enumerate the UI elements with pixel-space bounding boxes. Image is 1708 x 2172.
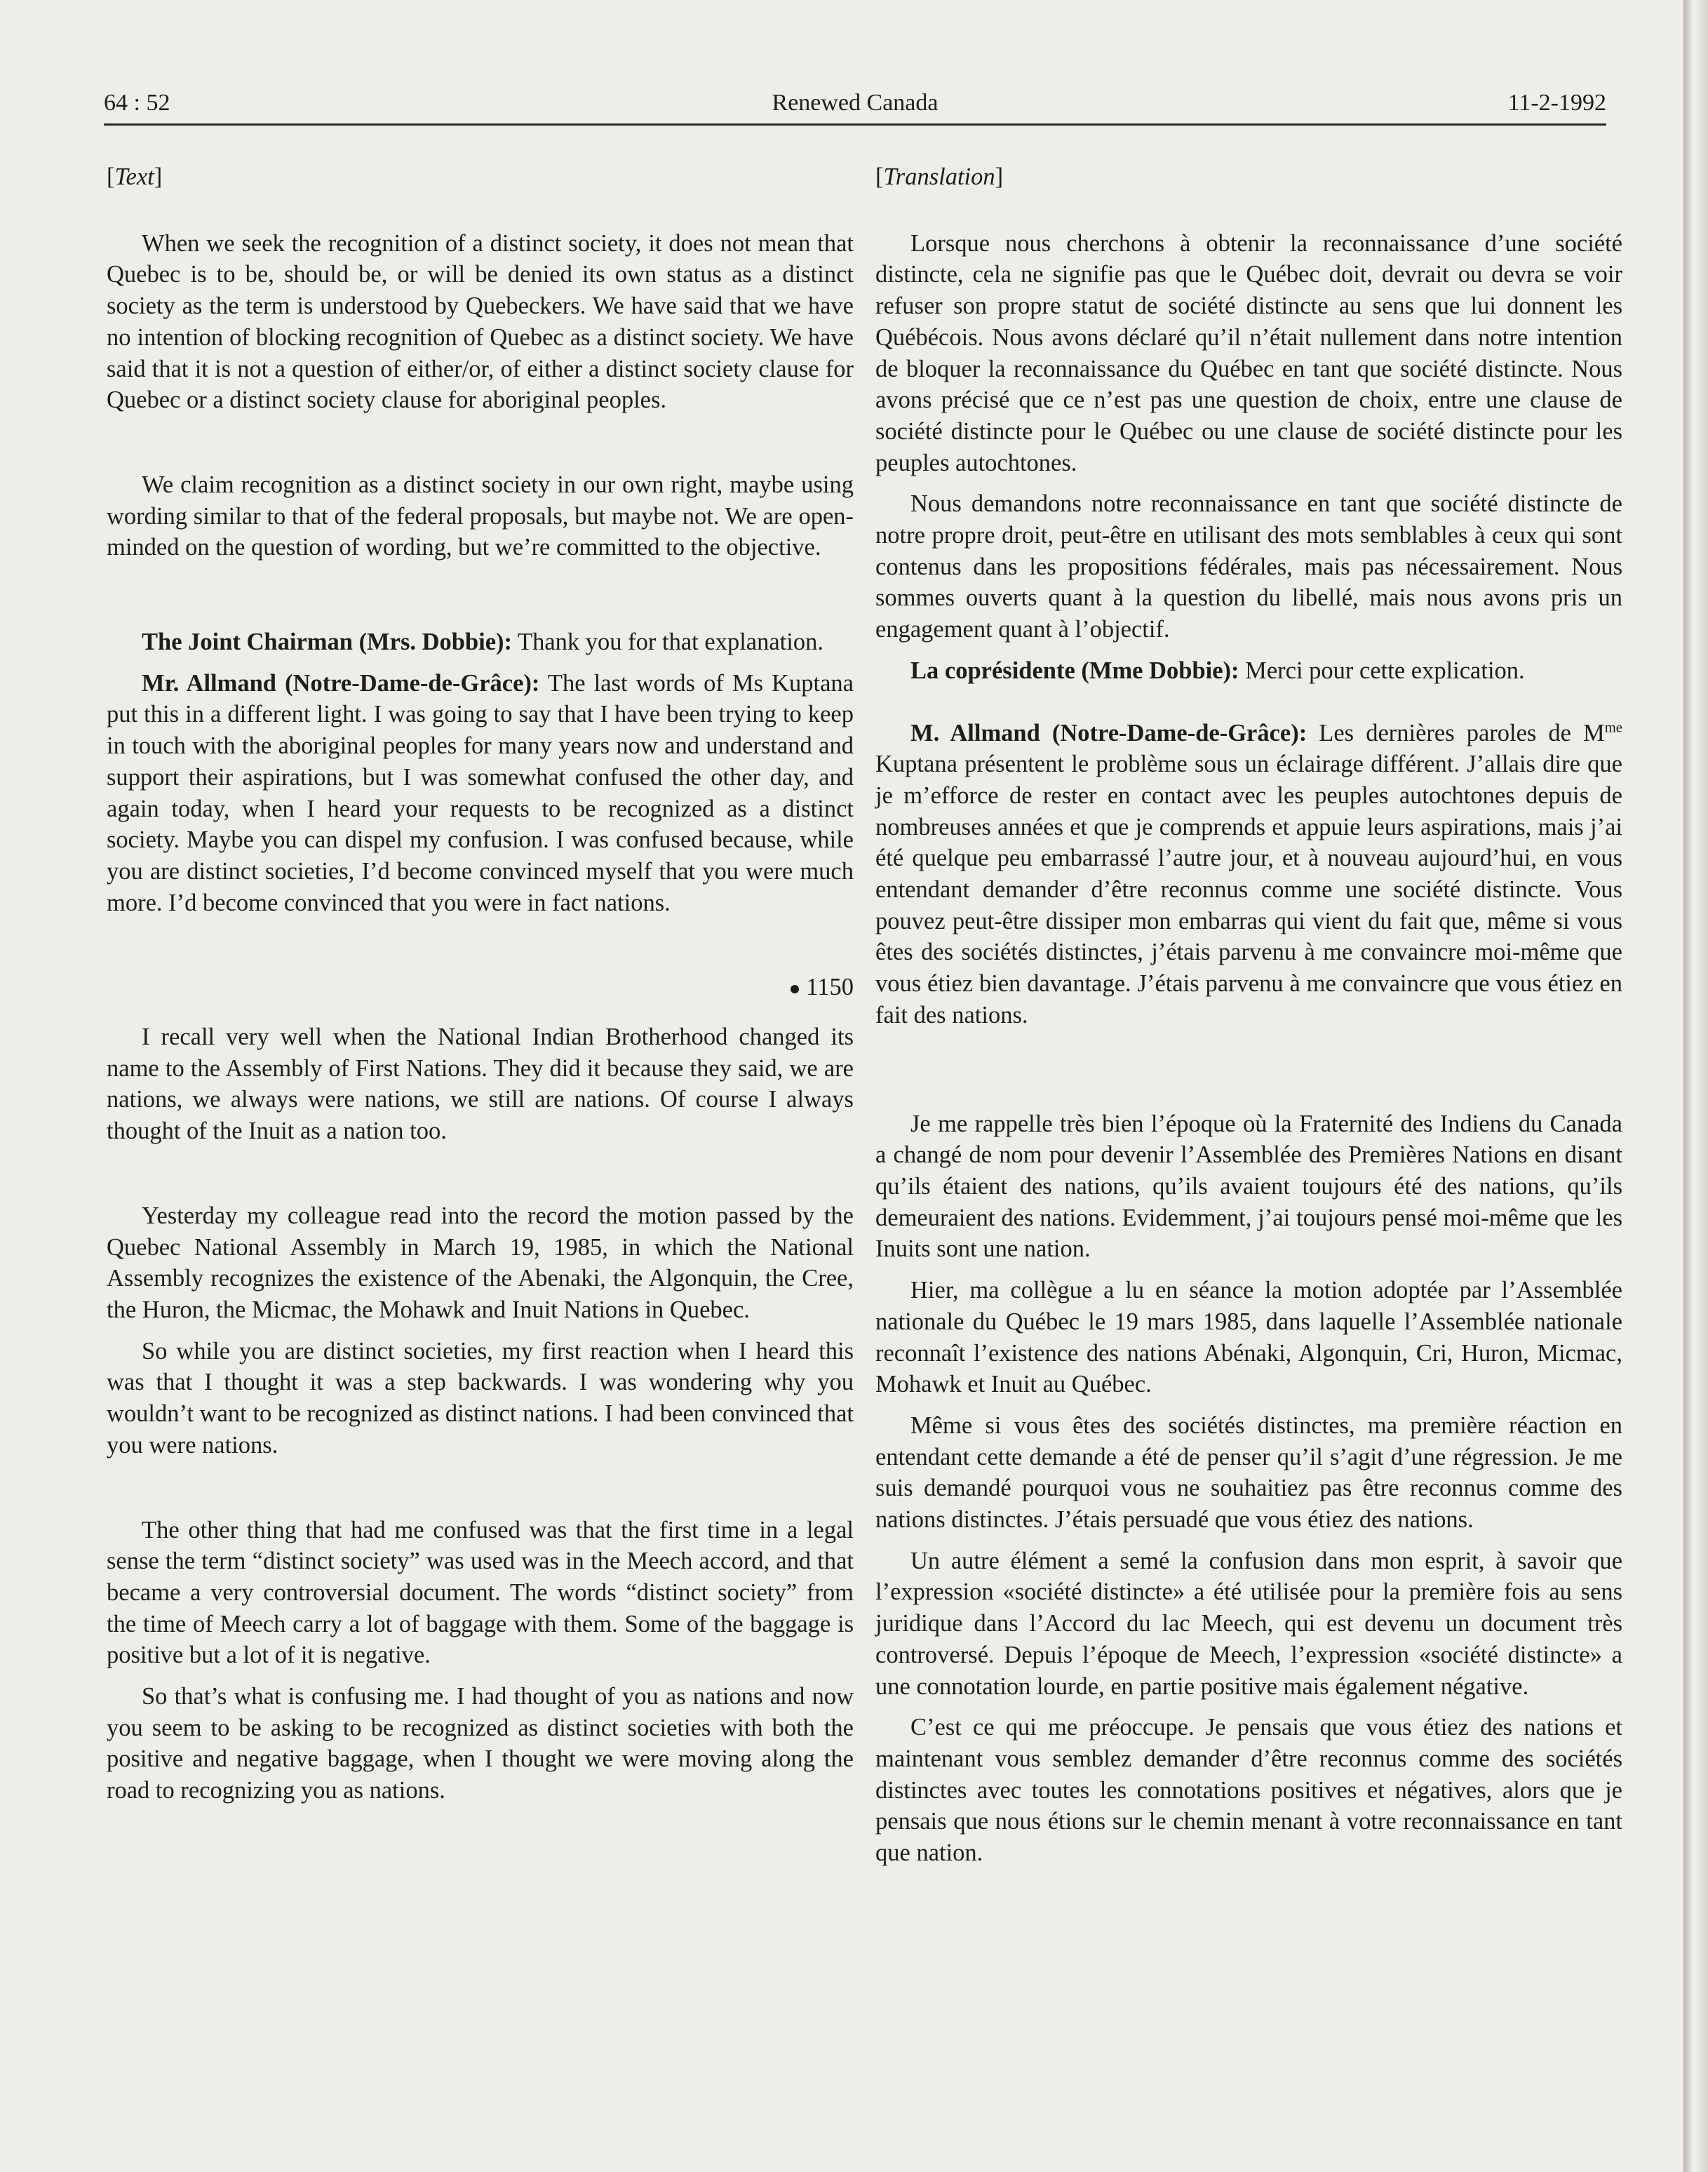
page-number: 64 : 52 xyxy=(104,90,170,116)
publication-date: 11-2-1992 xyxy=(1507,90,1606,116)
speaker-paragraph xyxy=(107,668,854,919)
bullet-icon xyxy=(791,985,799,993)
paragraph: I recall very well when the National Indian Brotherhood changed its name to the Assembly of First Nations. They did it because they said, we are nations, we always were nations, we still are nations. Of course I always thought of the Inuit as a nation too. xyxy=(107,1024,854,1145)
page-binding-edge xyxy=(1683,0,1708,2172)
publication-title: Renewed Canada xyxy=(772,90,939,116)
paragraph: The other thing that had me confused was that the first time in a legal sense the term “distinct society” was used was in the Meech accord, and that became a very controversial document. The words “distinct society” from the time of Meech carry a lot of baggage with them. Some of the baggage is positive but a lot of it is negative. xyxy=(107,1516,854,1669)
superscript: me xyxy=(1604,720,1622,736)
column-heading-translation: [Translation] xyxy=(875,163,1004,190)
running-header xyxy=(104,83,1606,125)
paragraph: Nous demandons notre reconnaissance en tant que société distincte de notre propre droit, peut-être en utilisant des mots semblables à ceux qui sont contenus dans les propositions fédérales, mais pas nécessairement. Nous sommes ouverts quant à la question du libellé, mais nous avons pris un engagement quant à l’objectif. xyxy=(875,490,1622,643)
paragraph: Hier, ma collègue a lu en séance la motion adoptée par l’Assemblée nationale du Québec le 19 mars 1985, dans laquelle l’Assemblée nationale reconnaît l’existence des nations Abénaki, Algonquin, Cri, Huron, Micmac, Mohawk et Inuit au Québec. xyxy=(875,1277,1622,1398)
speaker-name: M. Allmand (Notre-Dame-de-Grâce): xyxy=(910,719,1307,746)
paragraph: C’est ce qui me préoccupe. Je pensais que vous étiez des nations et maintenant vous semblez demander d’être reconnus comme des sociétés distinctes avec toutes les connotations positives et négatives, alors que je pensais que nous étions sur le chemin menant à votre reconnaissance en tant que nation. xyxy=(875,1714,1622,1867)
paragraph: Yesterday my colleague read into the record the motion passed by the Quebec National Assembly in March 19, 1985, in which the National Assembly recognizes the existence of the Abenaki, the Algonquin, the Cree, the Huron, the Micmac, the Mohawk and Inuit Nations in Quebec. xyxy=(107,1202,854,1323)
paragraph: So while you are distinct societies, my first reaction when I heard this was that I thought it was a step backwards. I was wondering why you wouldn’t want to be recognized as distinct nations. I had been convinced that you were nations. xyxy=(107,1337,854,1459)
paragraph: Un autre élément a semé la confusion dans mon esprit, à savoir que l’expression «société distincte» a été utilisée pour la première fois au sens juridique dans l’Accord du lac Meech, qui est devenu un document très controversé. Depuis l’époque de Meech, l’expression «société distincte» a une connotation lourde, en partie positive mais également négative. xyxy=(875,1547,1622,1700)
french-column xyxy=(875,161,1622,1869)
column-heading-text: [Text] xyxy=(107,163,163,190)
speaker-name: The Joint Chairman (Mrs. Dobbie): xyxy=(142,629,513,656)
speaker-name: Mr. Allmand (Notre-Dame-de-Grâce): xyxy=(142,669,540,697)
paragraph: When we seek the recognition of a distinct society, it does not mean that Quebec is to be, should be, or will be denied its own status as a distinct society as the term is understood by Quebeckers. We have said that we have no intention of blocking recognition of Quebec as a distinct society. We have said that it is not a question of either/or, of either a distinct society clause for Quebec or a distinct society clause for aboriginal peoples. xyxy=(107,229,854,414)
speaker-paragraph xyxy=(875,655,1622,687)
speech-text: The last words of Ms Kuptana put this in a different light. I was going to say that I have been trying to keep in touch with the aboriginal peoples for many years now and understand and support their aspirations, but I was somewhat confused the other day, and again today, when I heard your requests to be recognized as a distinct society. Maybe you can dispel my confusion. I was confused because, while you are distinct societies, I’d become convinced myself that you were much more. I’d become convinced that you were in fact nations. xyxy=(107,669,854,916)
header-rule xyxy=(104,123,1606,126)
paragraph: Même si vous êtes des sociétés distinctes, ma première réaction en entendant cette demande a été de penser qu’il s’agit d’une régression. Je me suis demandé pourquoi vous ne souhaitiez pas être reconnus comme des nations distinctes. J’étais persuadé que vous étiez des nations. xyxy=(875,1412,1622,1534)
paragraph: So that’s what is confusing me. I had thought of you as nations and now you seem to be asking to be recognized as distinct societies with both the positive and negative baggage, when I thought we were moving along the road to recognizing you as nations. xyxy=(107,1683,854,1804)
paragraph: Je me rappelle très bien l’époque où la Fraternité des Indiens du Canada a changé de nom pour devenir l’Assemblée des Premières Nations en disant qu’ils étaient des nations, qu’ils avaient toujours été des nations, qu’ils demeuraient des nations. Evidemment, j’ai toujours pensé moi-même que les Inuits sont une nation. xyxy=(875,1110,1622,1263)
speech-text: Thank you for that explanation. xyxy=(512,629,823,656)
paragraph: We claim recognition as a distinct society in our own right, maybe using wording similar to that of the federal proposals, but maybe not. We are open-minded on the question of wording, but we’re committed to the objective. xyxy=(107,471,854,561)
paragraph: Lorsque nous cherchons à obtenir la reconnaissance d’une société distincte, cela ne signifie pas que le Québec doit, devrait ou devra se voir refuser son propre statut de société distincte au sens que lui donnent les Québécois. Nous avons déclaré qu’il n’était nullement dans notre intention de bloquer la reconnaissance du Québec en tant que société distincte. Nous avons précisé que ce n’est pas une question de choix, entre une clause de société distincte pour le Québec ou une clause de société distincte pour les peuples autochtones. xyxy=(875,229,1622,476)
time-marker: 1150 xyxy=(107,972,854,1003)
english-column xyxy=(107,161,854,1806)
speech-text: Les dernières paroles de M xyxy=(1307,719,1605,746)
speaker-paragraph xyxy=(875,718,1622,1031)
speech-text: Merci pour cette explication. xyxy=(1239,657,1525,684)
speech-text: Kuptana présentent le problème sous un éclairage différent. J’allais dire que je m’efforce de rester en contact avec les peuples autochtones depuis de nombreuses années et que je comprends et appuie leurs aspirations, mais j’ai été quelque peu embarrassé l’autre jour, et à nouveau aujourd’hui, en vous entendant demander d’être reconnus comme une société distincte. Vous pouvez peut-être dissiper mon embarras qui vient du fait que, même si vous êtes des sociétés distinctes, j’étais parvenu à me convaincre moi-même que vous étiez bien davantage. J’étais parvenu à me convaincre que vous étiez en fait des nations. xyxy=(875,751,1622,1028)
speaker-name: La coprésidente (Mme Dobbie): xyxy=(910,657,1239,684)
speaker-paragraph xyxy=(107,626,854,658)
